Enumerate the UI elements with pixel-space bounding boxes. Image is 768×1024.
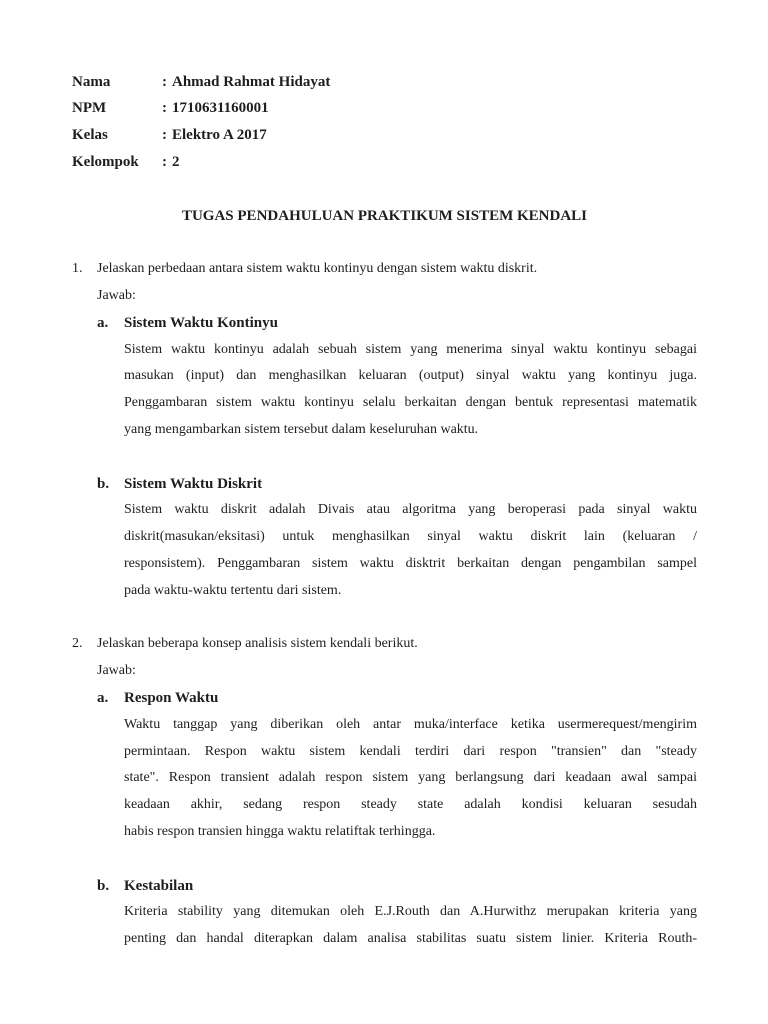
answer-heading-row <box>72 685 697 712</box>
answer-paragraph <box>72 337 697 444</box>
answer-1b <box>72 471 697 605</box>
paragraph-line: diskrit(masukan/eksitasi) untuk menghasilkan sinyal waktu diskrit lain (keluaran / <box>124 529 697 545</box>
answer-paragraph <box>72 899 697 953</box>
info-separator: : <box>162 127 167 144</box>
answer-paragraph <box>72 497 697 604</box>
paragraph-line: Sistem waktu diskrit adalah Divais atau algoritma yang beroperasi pada sinyal waktu <box>124 502 697 518</box>
paragraph-line: masukan (input) dan menghasilkan keluaran (output) sinyal waktu yang kontinyu juga. <box>124 368 697 384</box>
answer-2a <box>72 685 697 846</box>
answer-heading-row <box>72 471 697 498</box>
answer-2b <box>72 873 697 953</box>
info-label: Nama <box>72 73 111 90</box>
answer-label: Jawab: <box>97 663 136 679</box>
paragraph-line: permintaan. Respon waktu sistem kendali terdiri dari respon "transien" dan "steady <box>124 743 697 759</box>
answer-heading-row <box>72 310 697 337</box>
paragraph-line: Waktu tanggap yang diberikan oleh antar muka/interface ketika usermerequest/mengirim <box>124 716 697 732</box>
question-1 <box>72 256 697 604</box>
answer-heading-row <box>72 873 697 900</box>
info-row-npm <box>72 95 697 122</box>
student-info <box>72 69 697 176</box>
answer-heading: Kestabilan <box>124 877 194 894</box>
info-row-kelas <box>72 122 697 149</box>
question-prompt <box>72 256 697 283</box>
answer-label: Jawab: <box>97 287 136 303</box>
answer-letter: b. <box>97 877 110 894</box>
info-label: NPM <box>72 100 107 117</box>
info-label: Kelas <box>72 127 108 144</box>
info-label: Kelompok <box>72 153 139 170</box>
question-number: 2. <box>72 636 83 652</box>
question-number: 1. <box>72 261 83 277</box>
info-value: 1710631160001 <box>172 100 269 117</box>
info-row-nama <box>72 69 697 96</box>
paragraph-line: Penggambaran sistem waktu kontinyu selalu berkaitan dengan bentuk representasi matematik <box>124 395 697 411</box>
paragraph-line: pada waktu-waktu tertentu dari sistem. <box>124 582 342 598</box>
answer-heading: Sistem Waktu Kontinyu <box>124 314 278 331</box>
paragraph-line: keadaan akhir, sedang respon steady state adalah kondisi keluaran sesudah <box>124 797 697 813</box>
document-body <box>72 69 697 953</box>
question-text: Jelaskan beberapa konsep analisis sistem kendali berikut. <box>97 636 418 652</box>
document-title: TUGAS PENDAHULUAN PRAKTIKUM SISTEM KENDALI <box>181 207 588 224</box>
paragraph-line: yang mengambarkan sistem tersebut dalam keseluruhan waktu. <box>124 421 479 437</box>
answer-letter: a. <box>97 689 109 706</box>
answer-paragraph <box>72 712 697 846</box>
answer-heading: Respon Waktu <box>124 689 219 706</box>
info-value: 2 <box>172 153 180 170</box>
info-separator: : <box>162 153 167 170</box>
answer-letter: a. <box>97 314 109 331</box>
paragraph-line: state". Respon transient adalah respon sistem yang berlangsung dari keadaan awal sampai <box>124 770 697 786</box>
answer-letter: b. <box>97 475 110 492</box>
question-text: Jelaskan perbedaan antara sistem waktu kontinyu dengan sistem waktu diskrit. <box>97 261 538 277</box>
paragraph-line: Kriteria stability yang ditemukan oleh E.J.Routh dan A.Hurwithz merupakan kriteria yang <box>124 904 697 920</box>
question-2 <box>72 631 697 953</box>
paragraph-line: habis respon transien hingga waktu relatiftak terhingga. <box>124 823 436 839</box>
paragraph-line: Sistem waktu kontinyu adalah sebuah sistem yang menerima sinyal waktu kontinyu sebagai <box>124 341 697 357</box>
info-separator: : <box>162 73 167 90</box>
info-value: Elektro A 2017 <box>172 127 267 144</box>
answer-heading: Sistem Waktu Diskrit <box>124 475 263 492</box>
question-prompt <box>72 631 697 658</box>
answer-1a <box>72 310 697 444</box>
paragraph-line: responsistem). Penggambaran sistem waktu disktrit berkaitan dengan pengambilan sampel <box>124 555 697 571</box>
info-value: Ahmad Rahmat Hidayat <box>172 73 331 90</box>
paragraph-line: penting dan handal diterapkan dalam analisa stabilitas suatu sistem linier. Kriteria Routh- <box>124 931 697 947</box>
info-separator: : <box>162 100 167 117</box>
info-row-kelompok <box>72 149 697 176</box>
